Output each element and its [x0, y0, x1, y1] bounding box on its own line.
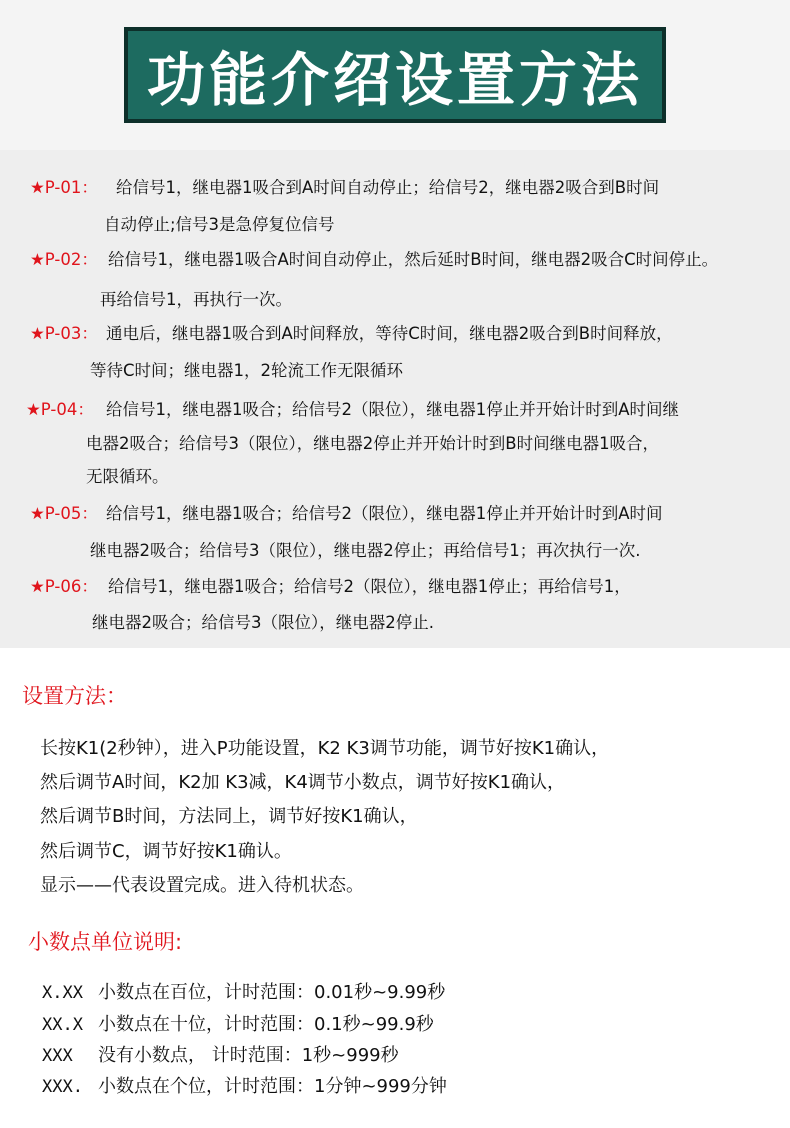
program-text: 再给信号1，再执行一次。 [100, 290, 292, 309]
program-text: 等待C时间；继电器1，2轮流工作无限循环 [90, 361, 404, 380]
program-code: ★P-06： [30, 577, 98, 596]
setup-line: 然后调节A时间，K2加 K3减，K4调节小数点，调节好按K1确认， [40, 772, 566, 793]
program-code: ★P-05： [30, 504, 98, 523]
unit-desc: 小数点在百位，计时范围：0.01秒~9.99秒 [98, 982, 446, 1003]
setup-line: 然后调节B时间，方法同上，调节好按K1确认， [40, 806, 418, 827]
unit-row [42, 1072, 447, 1098]
program-text: 给信号1，继电器1吸合A时间自动停止，然后延时B时间，继电器2吸合C时间停止。 [108, 250, 719, 269]
program-text: 给信号1，继电器1吸合；给信号2（限位），继电器1停止；再给信号1， [108, 577, 631, 596]
program-text: 给信号1，继电器1吸合；给信号2（限位），继电器1停止并开始计时到A时间 [106, 504, 663, 523]
title-banner [124, 27, 666, 123]
program-code: ★P-03： [30, 324, 98, 343]
setup-title: 设置方法： [22, 684, 127, 708]
unit-code: X.XX [42, 983, 83, 1003]
program-text: 自动停止;信号3是急停复位信号 [104, 215, 335, 234]
page-title: 功能介绍设置方法 [146, 46, 643, 114]
program-code: ★P-04： [26, 400, 94, 419]
unit-row [42, 1041, 399, 1067]
unit-desc: 没有小数点， 计时范围：1秒~999秒 [98, 1045, 399, 1066]
program-text: 通电后，继电器1吸合到A时间释放，等待C时间，继电器2吸合到B时间释放， [106, 324, 673, 343]
setup-line: 然后调节C，调节好按K1确认。 [40, 841, 292, 862]
unit-desc: 小数点在十位，计时范围：0.1秒~99.9秒 [98, 1014, 434, 1035]
program-text: 电器2吸合；给信号3（限位），继电器2停止并开始计时到B时间继电器1吸合， [86, 434, 660, 453]
unit-code: XXX [42, 1046, 73, 1066]
unit-code: XX.X [42, 1015, 83, 1035]
setup-line: 长按K1(2秒钟），进入P功能设置，K2 K3调节功能，调节好按K1确认， [40, 738, 610, 759]
unit-desc: 小数点在个位，计时范围：1分钟~999分钟 [98, 1076, 447, 1097]
unit-code: XXX. [42, 1077, 83, 1097]
unit-row [42, 978, 445, 1004]
unit-row [42, 1010, 434, 1036]
program-text: 给信号1，继电器1吸合到A时间自动停止；给信号2，继电器2吸合到B时间 [116, 178, 660, 197]
program-text: 继电器2吸合；给信号3（限位），继电器2停止. [92, 613, 434, 632]
program-text: 给信号1，继电器1吸合；给信号2（限位），继电器1停止并开始计时到A时间继 [106, 400, 680, 419]
program-text: 无限循环。 [86, 467, 169, 486]
program-text: 继电器2吸合；给信号3（限位），继电器2停止；再给信号1；再次执行一次. [90, 541, 641, 560]
program-code: ★P-01： [30, 178, 98, 197]
setup-line: 显示——代表设置完成。进入待机状态。 [40, 875, 364, 896]
units-title: 小数点单位说明: [28, 930, 183, 954]
program-code: ★P-02： [30, 250, 98, 269]
